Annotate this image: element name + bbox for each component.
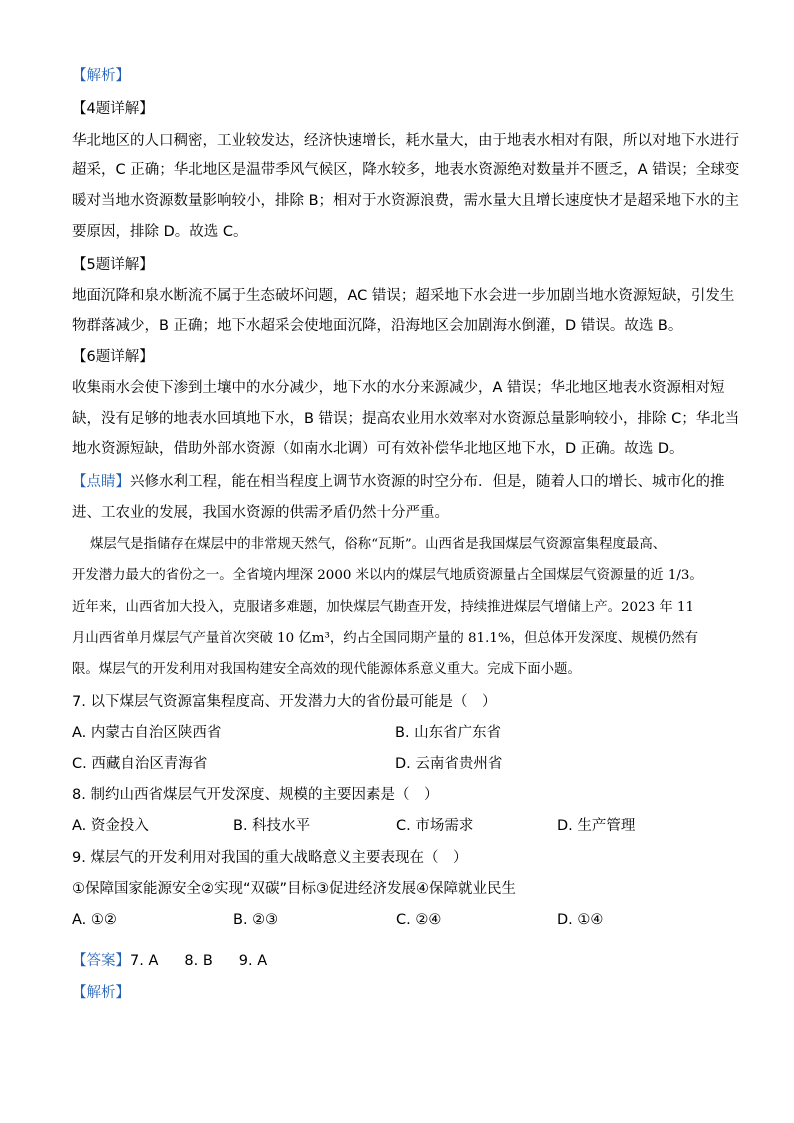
q6-header: 【6题详解】: [72, 349, 154, 365]
q5-header: 【5题详解】: [72, 257, 154, 273]
comment-label: 【点睛】: [72, 474, 130, 490]
q9-option-c: C. ②④: [396, 912, 442, 928]
q6-line: 缺，没有足够的地表水回填地下水，B 错误；提高农业用水效率对水资源总量影响较小，排除 C；华北当: [72, 411, 740, 427]
q9-option-d: D. ①④: [557, 912, 604, 928]
q7-option-c: C. 西藏自治区青海省: [72, 756, 208, 772]
q4-header: 【4题详解】: [72, 101, 154, 117]
q5-line: 物群落减少，B 正确；地下水超采会使地面沉降，沿海地区会加剧海水倒灌，D 错误。故选 B。: [72, 318, 683, 334]
answer-line: [72, 951, 267, 971]
answer-value: 8. B: [184, 953, 213, 969]
comment-line-2: 进、工农业的发展，我国水资源的供需矛盾仍然十分严重。: [72, 505, 449, 521]
q7-option-a: A. 内蒙古自治区陕西省: [72, 725, 222, 741]
q9-stem: 9. 煤层气的开发利用对我国的重大战略意义主要表现在（ ）: [72, 850, 468, 866]
q4-line: 暖对当地水资源数量影响较小，排除 B；相对于水资源浪费，需水量大且增长速度快才是超采地下水的主: [72, 193, 740, 209]
answer-label: 【答案】: [72, 953, 130, 969]
q4-line: 华北地区的人口稠密，工业较发达，经济快速增长，耗水量大，由于地表水相对有限，所以对地下水进行: [72, 133, 739, 149]
passage-line: 开发潜力最大的省份之一。全省境内埋深 2000 米以内的煤层气地质资源量占全国煤层气资源量的近 1/3。: [72, 568, 703, 583]
answer-value: 9. A: [238, 953, 268, 969]
analysis-label-bottom: 【解析】: [72, 985, 130, 1001]
q9-items: ①保障国家能源安全②实现“双碳”目标③促进经济发展④保障就业民生: [72, 881, 517, 897]
analysis-label-top: 【解析】: [72, 68, 130, 84]
q7-option-d: D. 云南省贵州省: [395, 756, 503, 772]
passage-line: 煤层气是指储存在煤层中的非常规天然气，俗称“瓦斯”。山西省是我国煤层气资源富集程度最高、: [90, 537, 667, 552]
q8-option-b: B. 科技水平: [233, 818, 311, 834]
q8-option-d: D. 生产管理: [557, 818, 636, 834]
passage-line: 近年来，山西省加大投入，克服诸多难题，加快煤层气勘查开发，持续推进煤层气增储上产。2023 年 11: [72, 600, 695, 615]
q6-line: 收集雨水会使下渗到土壤中的水分减少，地下水的水分来源减少，A 错误；华北地区地表水资源相对短: [72, 380, 725, 396]
q8-stem: 8. 制约山西省煤层气开发深度、规模的主要因素是（ ）: [72, 787, 439, 803]
q7-stem: 7. 以下煤层气资源富集程度高、开发潜力大的省份最可能是（ ）: [72, 694, 497, 710]
q5-line: 地面沉降和泉水断流不属于生态破坏问题，AC 错误；超采地下水会进一步加剧当地水资源短缺，引发生: [72, 288, 735, 304]
comment-line-1: [72, 472, 725, 492]
q7-option-b: B. 山东省广东省: [395, 725, 502, 741]
q9-option-a: A. ①②: [72, 912, 117, 928]
q9-option-b: B. ②③: [233, 912, 279, 928]
q8-option-c: C. 市场需求: [396, 818, 474, 834]
q8-option-a: A. 资金投入: [72, 818, 149, 834]
comment-text: 兴修水利工程，能在相当程度上调节水资源的时空分布．但是，随着人口的增长、城市化的推: [130, 474, 725, 490]
passage-line: 月山西省单月煤层气产量首次突破 10 亿m³，约占全国同期产量的 81.1%，但总体开发深度、规模仍然有: [72, 631, 699, 646]
q4-line: 要原因，排除 D。故选 C。: [72, 224, 248, 240]
answer-value: 7. A: [130, 953, 159, 969]
q6-line: 地水资源短缺，借助外部水资源（如南水北调）可有效补偿华北地区地下水，D 正确。故选 D。: [72, 441, 684, 457]
passage-line: 限。煤层气的开发利用对我国构建安全高效的现代能源体系意义重大。完成下面小题。: [72, 662, 581, 677]
q4-line: 超采，C 正确；华北地区是温带季风气候区，降水较多，地表水资源绝对数量并不匮乏，A 错误；全球变: [72, 162, 740, 178]
